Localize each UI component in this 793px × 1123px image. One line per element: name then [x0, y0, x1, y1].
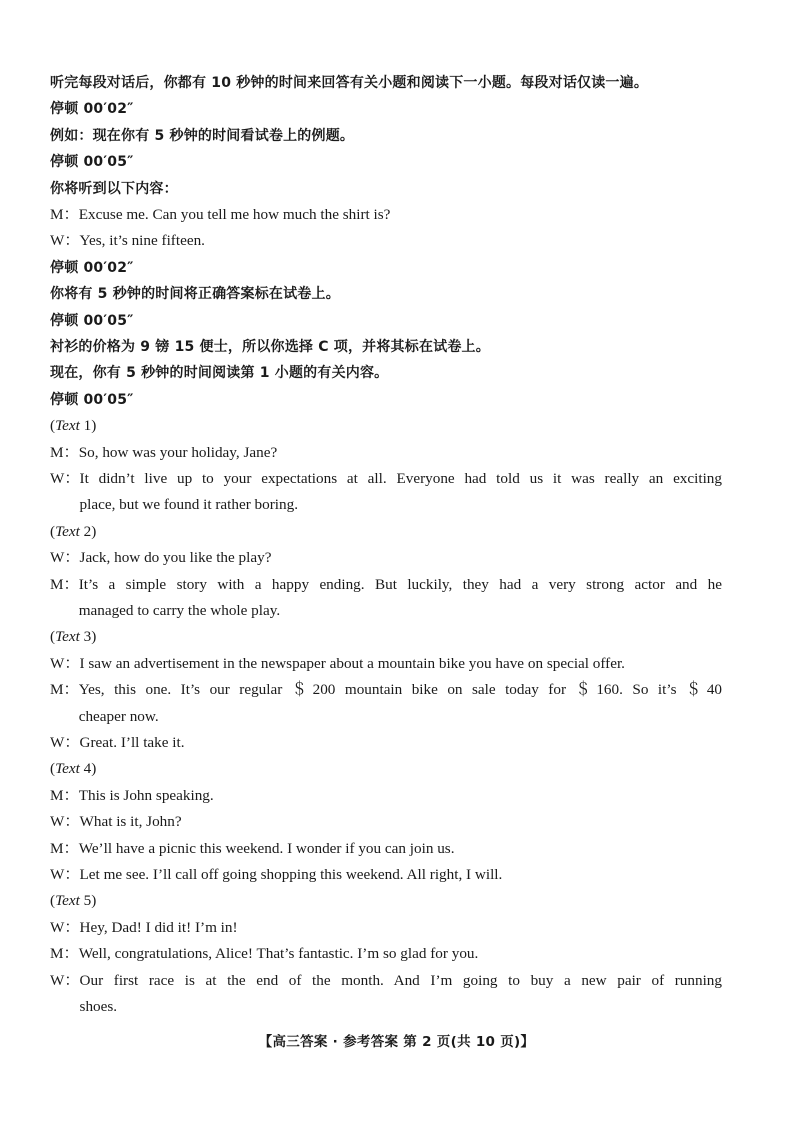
section-label-open: ( [50, 760, 56, 778]
speech-first-line: So, how was your holiday, Jane? [78, 443, 278, 461]
transcript-line: 听完每段对话后，你都有 10 秒钟的时间来回答有关小题和阅读下一小题。每段对话仅读一遍。 [50, 75, 649, 91]
speaker-tag: M： [50, 443, 79, 461]
speech-text [80, 228, 722, 254]
speaker-tag: M： [50, 839, 79, 857]
speech-text [79, 783, 722, 809]
speech-text [79, 836, 722, 862]
speaker-tag: W： [50, 469, 80, 487]
speaker-tag: W： [50, 971, 80, 989]
speech-text [79, 677, 722, 730]
speaker-tag: W： [50, 232, 80, 250]
speech-text [80, 466, 722, 519]
speaker-tag: M： [50, 575, 79, 593]
section-label-number: 2) [79, 522, 97, 540]
speech-text [80, 730, 722, 756]
speech-continuation: cheaper now. [78, 707, 159, 725]
transcript-line: 现在，你有 5 秒钟的时间阅读第 1 小题的有关内容。 [50, 365, 389, 382]
speech-continuation: managed to carry the whole play. [78, 601, 281, 619]
speech-first-line: What is it, John? [79, 813, 182, 831]
speech-first-line: Well, congratulations, Alice! That’s fantastic. I’m so glad for you. [78, 945, 479, 963]
transcript-line: 停顿 00′05″ [50, 391, 134, 408]
page-footer: 【高三答案 · 参考答案 第 2 页(共 10 页)】 [258, 1034, 535, 1050]
section-label-open: ( [50, 417, 56, 435]
speech-first-line: Jack, how do you like the play? [79, 549, 272, 567]
speech-first-line: Great. I’ll take it. [79, 733, 185, 751]
dialog-line [50, 545, 722, 571]
section-label-word: Text [55, 628, 80, 646]
dialog-line [50, 862, 722, 888]
speech-first-line: Yes, it’s nine fifteen. [79, 232, 205, 250]
dialog-line [50, 836, 722, 862]
speaker-tag: W： [50, 733, 80, 751]
speaker-tag: W： [50, 865, 80, 883]
speech-text [79, 572, 722, 625]
speech-first-line: I saw an advertisement in the newspaper about a mountain bike you have on special offer. [79, 654, 625, 672]
speaker-tag: W： [50, 549, 80, 567]
section-label [50, 519, 722, 545]
transcript-line: 停顿 00′02″ [50, 259, 134, 276]
speech-first-line: Let me see. I’ll call off going shopping this weekend. All right, I will. [79, 865, 503, 883]
section-label-word: Text [55, 522, 80, 540]
speech-text [79, 440, 722, 466]
listening-transcript [50, 70, 722, 1020]
section-label-open: ( [50, 522, 56, 540]
speaker-tag: M： [50, 681, 79, 699]
speaker-tag: W： [50, 918, 80, 936]
section-label-number: 4) [79, 760, 97, 778]
section-label-word: Text [55, 760, 80, 778]
section-label-number: 5) [79, 892, 97, 910]
section-label [50, 756, 722, 782]
dialog-line [50, 466, 722, 519]
speech-text [80, 545, 722, 571]
transcript-line: 例如：现在你有 5 秒钟的时间看试卷上的例题。 [50, 127, 355, 144]
section-label [50, 624, 722, 650]
speech-first-line: Our first race is at the end of the month. And I’m going to buy a new pair of running [79, 971, 722, 989]
speech-first-line: This is John speaking. [78, 786, 214, 804]
dialog-line [50, 440, 722, 466]
speaker-tag: M： [50, 786, 79, 804]
speech-text [80, 651, 722, 677]
speech-first-line: We’ll have a picnic this weekend. I wonder if you can join us. [78, 839, 455, 857]
speaker-tag: M： [50, 945, 79, 963]
dialog-line [50, 572, 722, 625]
dialog-line [50, 809, 722, 835]
speech-text [80, 968, 722, 1021]
dialog-line [50, 968, 722, 1021]
section-label [50, 413, 722, 439]
transcript-line: 你将有 5 秒钟的时间将正确答案标在试卷上。 [50, 286, 340, 303]
dialog-line [50, 202, 722, 228]
dialog-line [50, 941, 722, 967]
transcript-line: 停顿 00′02″ [50, 101, 134, 118]
transcript-line: 衬衫的价格为 9 镑 15 便士，所以你选择 C 项，并将其标在试卷上。 [50, 338, 490, 355]
speech-first-line: Yes, this one. It’s our regular ＄200 mountain bike on sale today for ＄160. So it’s ＄40 [78, 681, 722, 699]
speech-text [80, 915, 722, 941]
speech-text [79, 202, 722, 228]
dialog-line [50, 228, 722, 254]
speaker-tag: M： [50, 205, 79, 223]
speech-text [79, 941, 722, 967]
section-label-number: 3) [79, 628, 97, 646]
transcript-line: 停顿 00′05″ [50, 312, 134, 329]
transcript-line: 你将听到以下内容： [50, 180, 178, 197]
dialog-line [50, 677, 722, 730]
speech-continuation: place, but we found it rather boring. [79, 496, 298, 514]
dialog-line [50, 915, 722, 941]
speech-first-line: It didn’t live up to your expectations at all. Everyone had told us it was really an exciting [79, 469, 722, 487]
speech-first-line: It’s a simple story with a happy ending. But luckily, they had a very strong actor and he [78, 575, 722, 593]
speaker-tag: W： [50, 654, 80, 672]
speech-text [80, 809, 722, 835]
section-label-open: ( [50, 628, 56, 646]
dialog-line [50, 783, 722, 809]
section-label [50, 888, 722, 914]
speech-text [80, 862, 722, 888]
speech-first-line: Hey, Dad! I did it! I’m in! [79, 918, 238, 936]
dialog-line [50, 730, 722, 756]
transcript-line: 停顿 00′05″ [50, 154, 134, 171]
speech-continuation: shoes. [79, 997, 118, 1015]
dialog-line [50, 651, 722, 677]
speaker-tag: W： [50, 813, 80, 831]
speech-first-line: Excuse me. Can you tell me how much the shirt is? [78, 205, 391, 223]
section-label-open: ( [50, 892, 56, 910]
section-label-word: Text [55, 892, 80, 910]
section-label-number: 1) [79, 417, 97, 435]
section-label-word: Text [55, 417, 80, 435]
